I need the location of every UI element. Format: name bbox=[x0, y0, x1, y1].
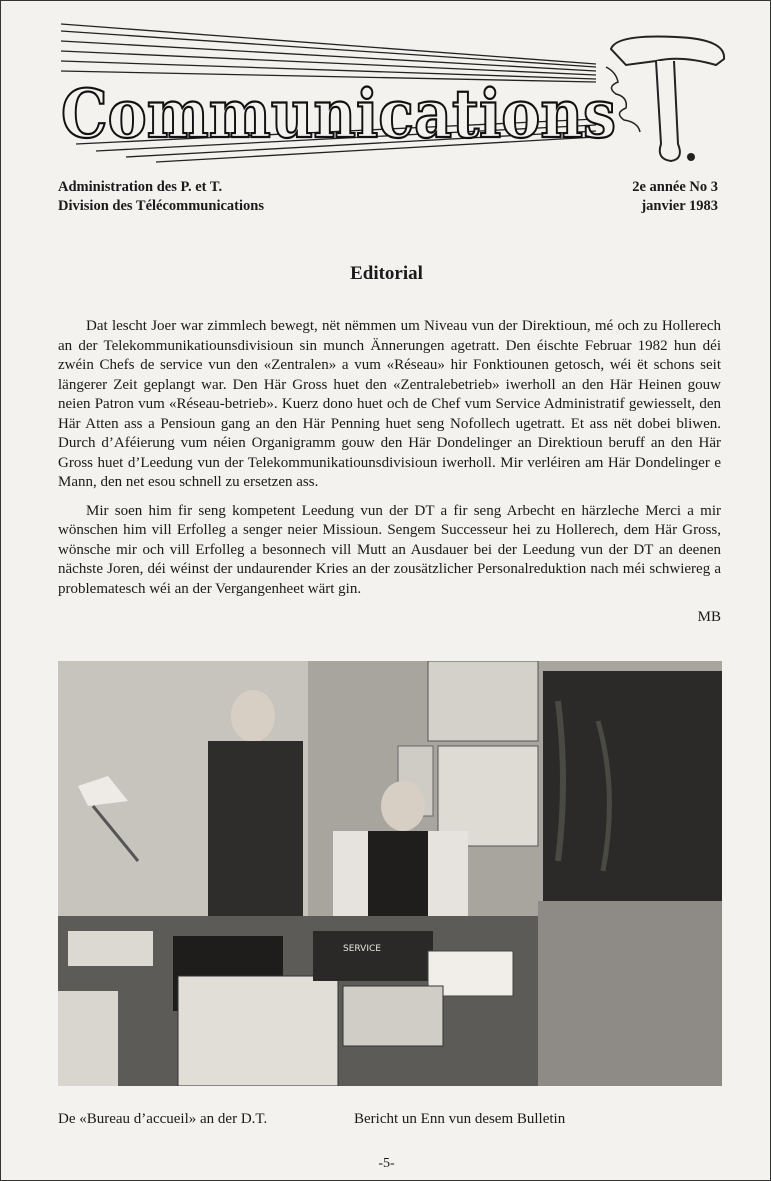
editorial-paragraph-2: Mir soen him fir seng kompetent Leedung vun der DT a fir seng Arbecht en härzleche Merci a mir wönschen him vill Erfolleg a senger neier Missioun. Sengem Successeur hei zu Hollerech, dem Här Gross, wönsche mir och vill Erfolleg a besonnech vill Mutt an Ausdauer bei der Leedung vun der DT an deenen nächste Joren, déi wéinst der undaurender Kries an der zousätzlicher Personalreduktion nach méi schwiereg a problematesch wéi an der Vergangenheet wärt gin. bbox=[58, 502, 721, 597]
division-name: Division des Télécommunications bbox=[58, 198, 264, 214]
issue-block bbox=[632, 178, 718, 216]
issue-date: janvier 1983 bbox=[641, 198, 718, 214]
logo-text: Communications bbox=[61, 75, 616, 153]
desk-sign: SERVICE bbox=[343, 944, 381, 954]
issue-number: 2e année No 3 bbox=[632, 179, 718, 195]
page-number: -5- bbox=[378, 1156, 395, 1171]
publisher-name: Administration des P. et T. bbox=[58, 179, 223, 195]
editorial-body bbox=[58, 317, 721, 637]
editorial-title: Editorial bbox=[350, 263, 423, 284]
photo-caption: De «Bureau d’accueil» an der D.T. bbox=[58, 1111, 268, 1127]
office-photo bbox=[58, 661, 722, 1086]
masthead-logo bbox=[56, 19, 731, 169]
editorial-paragraph-1: Dat lescht Joer war zimmlech bewegt, nët nëmmen um Niveau vun der Direktioun, mé och zu Hollerech an der Telekommunikatiounsdivisioun sin munch Ännerungen agetratt. Den éischte Februar 1982 hun déi zwéin Chefs de service vun den «Zentralen» a vum «Réseau» hir Fonktiounen getosch, wéi ët schons seit längerer Zeit geplangt war. Den Här Gross huet den «Zentralebetrieb» iwerholl an den Här Heinen gouw neien Patron vum «Réseau-betrieb». Kuerz dono huet och de Chef vum Service Administratif gewiesselt, den Här Atten ass a Pensioun gang an den Här Penning huet seng Nofollech ugetratt. Et ass nët dobei bliwen. Durch d’Aféierung vum néien Organigramm gouw den Här Dondelinger an Direktioun beruff an den Här Gross huet d’Leedung vun der Telekommunikatiounsdivisioun iwerholl. Mir verléiren am Här Dondelinger e Mann, den net esou schnell zu ersetzen ass. bbox=[58, 318, 721, 490]
publisher-block bbox=[58, 178, 264, 216]
report-note: Bericht un Enn vun desem Bulletin bbox=[354, 1111, 566, 1127]
editorial-signature: MB bbox=[697, 609, 721, 625]
